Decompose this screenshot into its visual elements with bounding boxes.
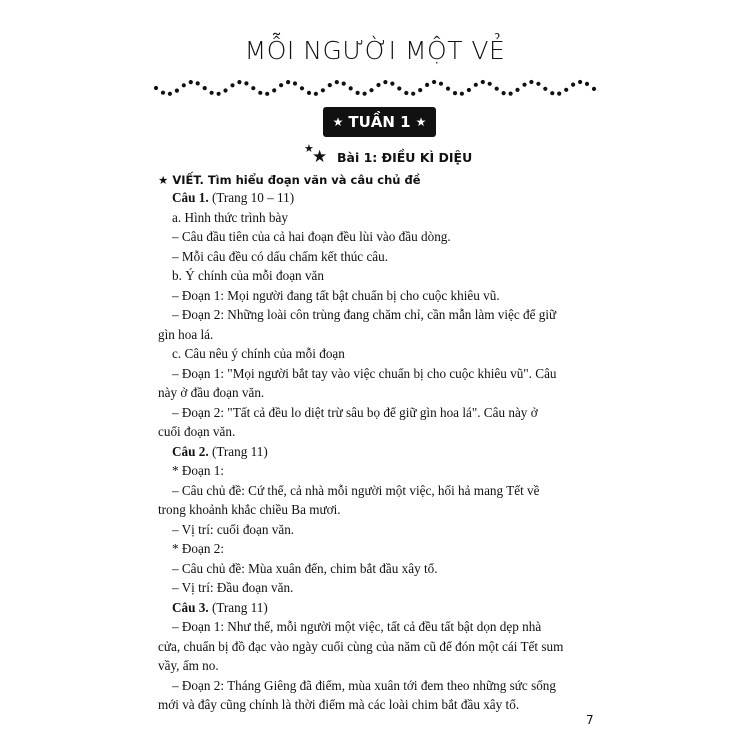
line-text: này ở đầu đoạn văn. [158, 385, 265, 400]
line-text: – Đoạn 1: Mọi người đang tất bật chuẩn bị cho cuộc khiêu vũ. [172, 287, 500, 303]
text-line [172, 561, 438, 577]
divider-dot [383, 80, 387, 84]
text-line [158, 502, 341, 518]
double-star-icon [303, 143, 333, 171]
text-line [172, 619, 541, 635]
divider-dot [571, 83, 575, 87]
line-text: mới và đây cũng chính là thời điểm mà các loài chim bắt đầu xây tổ. [158, 697, 520, 712]
section-heading [158, 173, 421, 187]
divider-dot [439, 82, 443, 86]
divider-dot [585, 82, 589, 86]
divider-dot [453, 91, 457, 95]
divider-dot [265, 92, 269, 96]
text-line [172, 249, 388, 265]
star-icon: ★ [158, 173, 169, 187]
line-text: – Câu chủ đề: Cứ thế, cả nhà mỗi người một việc, hối hả mang Tết về [172, 482, 540, 498]
text-line [158, 639, 563, 655]
divider-dot [307, 91, 311, 95]
text-line [172, 405, 538, 421]
divider-dot [217, 92, 221, 96]
text-line [172, 229, 451, 245]
question-label: Câu 2. [172, 443, 209, 459]
divider-dot [300, 86, 304, 90]
line-text: * Đoạn 2: [172, 541, 225, 556]
line-text: – Câu đầu tiên của cả hai đoạn đều lùi vào đầu dòng. [172, 229, 451, 244]
divider-dot [509, 92, 513, 96]
divider-dot [328, 83, 332, 87]
line-text: (Trang 10 – 11) [208, 190, 295, 205]
question-label: Câu 1. [172, 190, 209, 205]
text-line [158, 385, 264, 401]
divider-dot [557, 92, 561, 96]
divider-dot [196, 81, 200, 85]
divider-dot [272, 88, 276, 92]
line-text: – Đoạn 1: Như thế, mỗi người một việc, tất cả đều tất bật dọn dẹp nhà [172, 619, 542, 634]
divider-dot [397, 86, 401, 90]
divider-dot [349, 86, 353, 90]
line-text: a. Hình thức trình bày [172, 209, 288, 225]
divider-dot [529, 80, 533, 84]
line-text: gìn hoa lá. [158, 326, 214, 342]
line-text: * Đoạn 1: [172, 463, 225, 478]
line-text: (Trang 11) [208, 443, 268, 459]
wavy-dotted-divider [152, 76, 598, 100]
divider-dot [161, 91, 165, 95]
divider-dot [418, 88, 422, 92]
divider-dot [550, 91, 554, 95]
divider-dot [258, 91, 262, 95]
text-line [158, 327, 213, 343]
line-text: – Vị trí: Đầu đoạn văn. [172, 580, 294, 595]
divider-dot [286, 80, 290, 84]
divider-dot [578, 80, 582, 84]
star-icon: ★ [332, 115, 344, 129]
line-text: vầy, ấm no. [158, 658, 219, 673]
divider-dot [495, 87, 499, 91]
divider-dot [314, 92, 318, 96]
text-line [172, 678, 556, 694]
text-line [172, 522, 294, 538]
divider-dot [321, 88, 325, 92]
divider-dot [522, 83, 526, 87]
text-line [172, 190, 294, 206]
text-line [172, 288, 500, 304]
text-line [158, 697, 519, 713]
divider-dot [432, 80, 436, 84]
divider-dot [502, 91, 506, 95]
divider-dot [543, 87, 547, 91]
divider-dot [223, 88, 227, 92]
divider-dot [474, 83, 478, 87]
text-line [172, 483, 539, 499]
line-text: – Mỗi câu đều có dấu chấm kết thúc câu. [172, 248, 389, 264]
line-text: (Trang 11) [208, 599, 268, 615]
star-icon: ★ [415, 115, 427, 129]
divider-dot [515, 88, 519, 92]
lesson-heading [303, 142, 472, 172]
divider-dot [369, 88, 373, 92]
divider-dot [210, 91, 214, 95]
divider-dot [592, 87, 596, 91]
text-line [172, 210, 288, 226]
star-icon: ★ [312, 147, 328, 167]
text-line [172, 463, 224, 479]
line-text: b. Ý chính của mỗi đoạn văn [172, 268, 324, 283]
divider-dot [293, 81, 297, 85]
line-text: – Đoạn 2: Những loài côn trùng đang chăm chỉ, cần mẫn làm việc để giữ [172, 307, 557, 322]
divider-dot [230, 83, 234, 87]
line-text: cuối đoạn văn. [158, 424, 236, 439]
divider-dot [168, 92, 172, 96]
divider-dot [279, 83, 283, 87]
divider-dot [404, 91, 408, 95]
line-text: c. Câu nêu ý chính của mỗi đoạn [172, 346, 345, 361]
divider-dot [154, 86, 158, 90]
text-line [172, 346, 345, 362]
line-text: – Câu chủ đề: Mùa xuân đến, chim bắt đầu xây tổ. [172, 560, 438, 576]
chapter-title: MỖI NGƯỜI MỘT VẺ [244, 36, 506, 65]
text-line [172, 600, 268, 616]
divider-dot [488, 82, 492, 86]
divider-dot [363, 92, 367, 96]
text-line [172, 366, 557, 382]
text-line [172, 307, 556, 323]
divider-dot [244, 81, 248, 85]
divider-dot [356, 91, 360, 95]
line-text: trong khoảnh khắc chiều Ba mươi. [158, 502, 341, 517]
divider-dot [425, 83, 429, 87]
text-line [158, 424, 235, 440]
section-title: VIẾT. Tìm hiểu đoạn văn và câu chủ đề [172, 173, 421, 187]
divider-dot [467, 88, 471, 92]
text-line [172, 541, 224, 557]
divider-dot [251, 86, 255, 90]
divider-dot [182, 83, 186, 87]
line-text: – Đoạn 2: Tháng Giêng đã điểm, mùa xuân tới đem theo những sức sống [172, 677, 556, 693]
divider-dot [203, 86, 207, 90]
divider-dot [536, 82, 540, 86]
divider-dot [335, 80, 339, 84]
divider-dot [411, 92, 415, 96]
divider-dot [390, 82, 394, 86]
divider-dot [460, 92, 464, 96]
question-label: Câu 3. [172, 599, 209, 615]
divider-dot [446, 87, 450, 91]
divider-dot [481, 80, 485, 84]
line-text: – Đoạn 2: "Tất cả đều lo diệt trừ sâu bọ để giữ gìn hoa lá". Câu này ở [172, 404, 538, 420]
text-line [172, 444, 268, 460]
divider-dot [175, 89, 179, 93]
text-line [172, 580, 293, 596]
divider-dot [189, 80, 193, 84]
star-icon: ★ [304, 142, 314, 155]
divider-dot [564, 88, 568, 92]
text-line [172, 268, 324, 284]
divider-dot [376, 83, 380, 87]
text-line [158, 658, 219, 674]
lesson-title: Bài 1: ĐIỀU KÌ DIỆU [337, 149, 473, 165]
week-banner [323, 107, 436, 137]
divider-dot [342, 82, 346, 86]
week-label: TUẦN 1 [348, 113, 411, 131]
line-text: cửa, chuẩn bị đồ đạc vào ngày cuối cùng của năm cũ để đón một cái Tết sum [158, 638, 564, 654]
page-number: 7 [586, 713, 594, 727]
divider-dot [237, 80, 241, 84]
line-text: – Đoạn 1: "Mọi người bắt tay vào việc chuẩn bị cho cuộc khiêu vũ". Câu [172, 365, 557, 381]
line-text: – Vị trí: cuối đoạn văn. [172, 521, 295, 537]
